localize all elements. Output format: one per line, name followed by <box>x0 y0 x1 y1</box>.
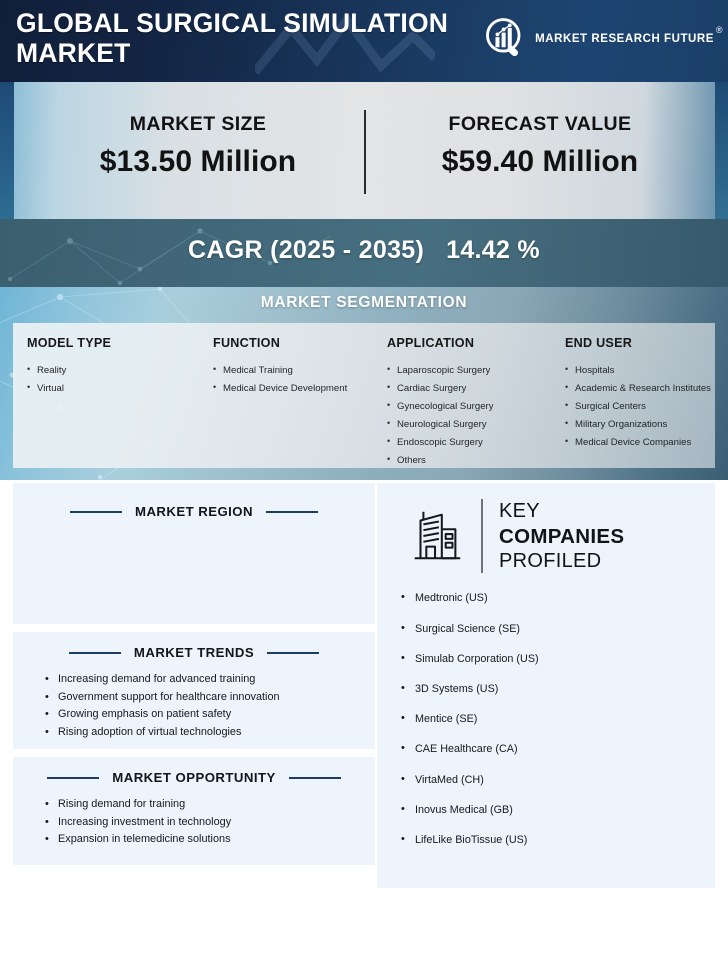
list-item: • Increasing demand for advanced training <box>44 671 375 689</box>
segmentation-item: • Gynecological Surgery <box>387 402 547 412</box>
footer-website[interactable]: www.marketresearchfuture.com <box>539 928 710 942</box>
segmentation-item: • Military Organizations <box>565 420 711 430</box>
key-companies-header <box>377 483 715 573</box>
segmentation-item: • Reality <box>27 366 195 376</box>
key-companies-panel <box>377 483 715 888</box>
segmentation-item: • Surgical Centers <box>565 402 711 412</box>
forecast-label: FORECAST VALUE <box>448 113 632 135</box>
list-item: • CAE Healthcare (CA) <box>400 742 715 756</box>
rule-right <box>267 652 319 654</box>
list-item: • LifeLike BioTissue (US) <box>400 833 715 847</box>
registered-mark-icon: ® <box>715 25 723 35</box>
header-bar <box>0 0 728 82</box>
market-opportunity-list <box>13 785 375 849</box>
list-item: • Rising demand for training <box>44 796 375 814</box>
segmentation-item: • Medical Device Development <box>213 384 369 394</box>
key-companies-word-companies: COMPANIES <box>499 524 625 548</box>
list-item: • Expansion in telemedicine solutions <box>44 831 375 849</box>
watermark-copyright: Copyright @ 2025 Market Research Future <box>22 884 280 898</box>
logo-text <box>535 25 723 45</box>
market-size-label: MARKET SIZE <box>129 113 267 135</box>
market-region-header <box>13 483 375 519</box>
market-trends-header <box>13 632 375 660</box>
footer-copyright: Copyright @ 2026 Market Research Future <box>22 927 278 941</box>
segmentation-item: • Academic & Research Institutes <box>565 384 711 394</box>
list-item: • VirtaMed (CH) <box>400 773 715 787</box>
rule-left <box>69 652 121 654</box>
rule-left <box>70 511 122 513</box>
market-trends-title: MARKET TRENDS <box>133 645 255 660</box>
list-item: • Increasing investment in technology <box>44 814 375 832</box>
watermark-website: www.marketresearchfuture.com <box>544 885 710 898</box>
rule-left <box>47 777 99 779</box>
key-companies-heading <box>499 499 624 573</box>
segmentation-item: • Virtual <box>27 384 195 394</box>
segmentation-item: • Hospitals <box>565 366 711 376</box>
key-companies-word-profiled: PROFILED <box>499 549 602 572</box>
segmentation-item: • Medical Device Companies <box>565 438 711 448</box>
stats-right-edge <box>715 82 728 219</box>
market-trends-list <box>13 660 375 742</box>
segmentation-item: • Cardiac Surgery <box>387 384 547 394</box>
list-item: • Simulab Corporation (US) <box>400 652 715 666</box>
segmentation-item: • Laparoscopic Surgery <box>387 366 547 376</box>
cagr-band <box>0 219 728 287</box>
footer-bar <box>0 906 728 964</box>
lower-section <box>0 480 728 891</box>
list-item: • Inovus Medical (GB) <box>400 803 715 817</box>
list-item: • Rising adoption of virtual technologies <box>44 724 375 742</box>
list-item: • Medtronic (US) <box>400 591 715 605</box>
segmentation-heading: END USER <box>565 336 633 350</box>
segmentation-column-model-type <box>13 323 199 468</box>
list-item: • Growing emphasis on patient safety <box>44 706 375 724</box>
segmentation-item: • Endoscopic Surgery <box>387 438 547 448</box>
market-region-title: MARKET REGION <box>135 504 253 519</box>
stats-left-edge <box>0 82 14 219</box>
stats-band <box>0 82 728 219</box>
market-region-panel <box>13 483 375 624</box>
list-item: • 3D Systems (US) <box>400 682 715 696</box>
segmentation-item: • Neurological Surgery <box>387 420 547 430</box>
segmentation-item: • Others <box>387 456 547 466</box>
key-companies-list <box>377 573 715 847</box>
segmentation-heading: MODEL TYPE <box>27 336 112 350</box>
cagr-value: 14.42 % <box>446 236 540 264</box>
market-size-value: $13.50 Million <box>99 145 297 178</box>
segmentation-columns <box>13 323 715 468</box>
forecast-value-block <box>390 113 690 179</box>
segmentation-title: MARKET SEGMENTATION <box>260 294 468 311</box>
segmentation-heading: FUNCTION <box>213 336 281 350</box>
magnifier-bar-chart-icon <box>484 17 528 61</box>
list-item: • Mentice (SE) <box>400 712 715 726</box>
rule-right <box>289 777 341 779</box>
market-opportunity-header <box>13 757 375 785</box>
market-size-block <box>48 113 348 179</box>
rule-right <box>266 511 318 513</box>
logo-label: MARKET RESEARCH FUTURE <box>535 33 714 45</box>
segmentation-heading: APPLICATION <box>387 336 475 350</box>
cagr-label: CAGR (2025 - 2035) <box>188 236 425 264</box>
cagr-text <box>0 236 728 265</box>
key-companies-divider <box>481 499 483 573</box>
market-trends-panel <box>13 632 375 749</box>
office-building-icon <box>405 505 467 567</box>
segmentation-item: • Medical Training <box>213 366 369 376</box>
page-title: GLOBAL SURGICAL SIMULATION MARKET <box>16 8 449 68</box>
market-opportunity-title: MARKET OPPORTUNITY <box>112 770 276 785</box>
list-item: • Government support for healthcare innovation <box>44 689 375 707</box>
stats-divider <box>364 110 366 194</box>
market-segmentation-section <box>0 287 728 480</box>
key-companies-word-key: KEY <box>499 500 540 522</box>
segmentation-column-end-user <box>551 323 715 468</box>
logo <box>484 17 723 61</box>
segmentation-column-application <box>373 323 551 468</box>
list-item: • Surgical Science (SE) <box>400 622 715 636</box>
market-opportunity-panel <box>13 757 375 865</box>
forecast-value: $59.40 Million <box>441 145 639 178</box>
segmentation-column-function <box>199 323 373 468</box>
